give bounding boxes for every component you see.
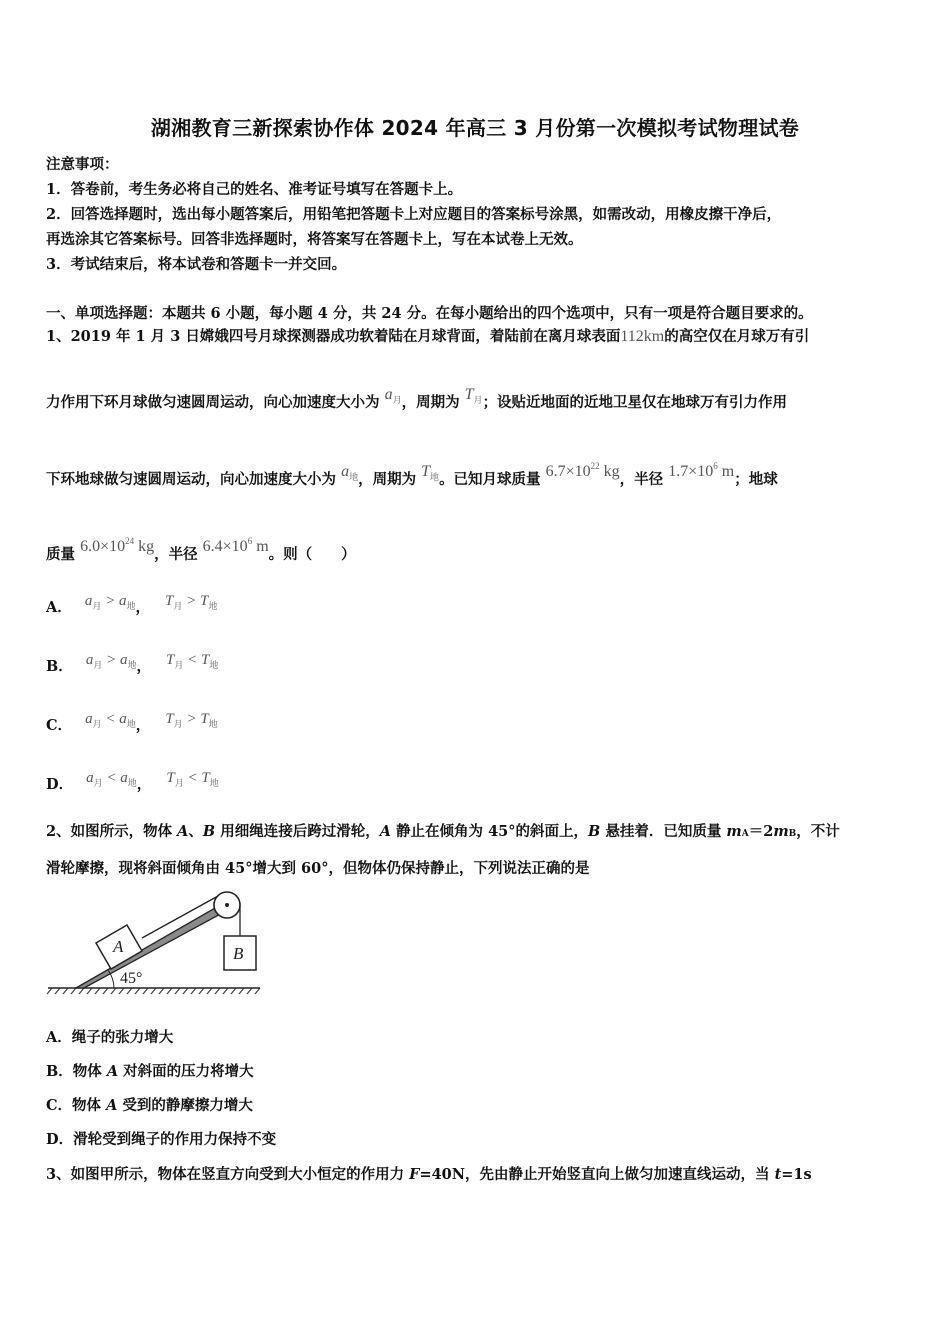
symbol-T-earth	[421, 463, 439, 480]
q1-line-4	[46, 536, 356, 564]
notice-item-1: 1．答卷前，考生务必将自己的姓名、准考证号填写在答题卡上。	[46, 181, 463, 198]
sym-a: a	[119, 711, 127, 727]
exponent: 22	[590, 461, 600, 471]
q2-option-b[interactable]	[46, 1060, 254, 1081]
comma: ，	[136, 658, 151, 675]
symbol-a-earth	[341, 463, 358, 480]
block-a-label: A	[113, 937, 124, 956]
comma: ，	[136, 776, 152, 793]
q2-sub-B: B	[788, 829, 797, 839]
comma: ，	[135, 717, 151, 734]
sym-a: a	[85, 711, 93, 727]
sym-T: T	[201, 770, 210, 786]
q1-text: 。则（ ）	[268, 546, 356, 563]
option-expr	[86, 770, 137, 786]
q2-text: 静止在倾角为 45°的斜面上，	[391, 823, 589, 840]
sym-T: T	[200, 711, 209, 727]
q2-option-d[interactable]: D．滑轮受到绳子的作用力保持不变	[46, 1131, 277, 1148]
q2-line-1	[46, 820, 840, 841]
q2-var-B: B	[588, 823, 601, 840]
value: 6.0×10	[80, 538, 126, 555]
q1-altitude: 112km	[620, 328, 665, 345]
relation: >	[102, 652, 120, 668]
symbol-T-moon	[465, 386, 483, 403]
sub-moon: 月	[173, 719, 183, 729]
sub-earth: 地	[127, 660, 137, 670]
angle-label: 45°	[120, 970, 143, 987]
earth-radius	[203, 538, 269, 555]
q1-text: 力作用下环月球做匀速圆周运动，向心加速度大小为	[46, 394, 380, 411]
sub-moon: 月	[473, 395, 483, 405]
sub-moon: 月	[92, 601, 102, 611]
q1-text: ，半径	[154, 546, 198, 563]
sym-T: T	[201, 652, 210, 668]
q2-text: 对斜面的压力将增大	[118, 1063, 254, 1080]
sym-a: a	[119, 652, 128, 668]
q2-text: 受到的静摩擦力增大	[117, 1097, 253, 1114]
block-b-label: B	[233, 944, 244, 963]
q1-option-c[interactable]	[46, 711, 218, 735]
option-expr	[166, 652, 218, 668]
q2-text: ，不计	[796, 823, 840, 840]
option-expr	[165, 593, 217, 609]
q2-text: B．物体	[46, 1063, 107, 1080]
sub-earth: 地	[127, 778, 137, 788]
sub-moon: 月	[173, 601, 183, 611]
moon-mass	[546, 463, 620, 480]
sym-T: T	[166, 770, 175, 786]
q2-sub-A: A	[741, 829, 749, 839]
option-label: B．	[46, 658, 73, 675]
q3-text: =1s	[781, 1166, 812, 1183]
sub-earth: 地	[209, 660, 219, 670]
q2-var-A: A	[177, 823, 189, 840]
sub-earth: 地	[349, 472, 359, 482]
unit: m	[717, 463, 735, 480]
option-expr	[86, 652, 137, 668]
option-expr	[166, 770, 218, 786]
q1-text: ；地球	[734, 471, 778, 488]
q1-text: ；设贴近地面的近地卫星仅在地球万有引力作用	[482, 394, 788, 411]
sym-T: T	[165, 711, 174, 727]
sub-earth: 地	[208, 719, 218, 729]
sub-moon: 月	[174, 660, 184, 670]
unit: kg	[134, 538, 155, 555]
sym-T: T	[200, 593, 209, 609]
q1-text: 。已知月球质量	[439, 471, 541, 488]
q2-text: ＝2	[748, 823, 774, 840]
q2-var-A: A	[379, 823, 391, 840]
q1-line-3	[46, 461, 778, 489]
sub-moon: 月	[92, 719, 102, 729]
q1-text: 的高空仅在月球万有引	[664, 328, 810, 345]
q3-text: 3、如图甲所示，物体在竖直方向受到大小恒定的作用力	[46, 1166, 410, 1183]
relation: >	[182, 593, 201, 609]
sym-T: T	[166, 652, 175, 668]
sym-a: a	[85, 652, 94, 668]
q1-text: ，周期为	[401, 394, 460, 411]
q1-line-1	[46, 325, 809, 346]
q1-option-b[interactable]	[46, 652, 218, 676]
relation: <	[183, 652, 202, 668]
notice-item-2b: 再选涂其它答案标号。回答非选择题时，将答案写在答题卡上，写在本试卷上无效。	[46, 231, 583, 248]
sym-T: T	[165, 593, 174, 609]
q2-var-A: A	[106, 1063, 119, 1080]
relation: >	[101, 593, 119, 609]
q1-text: 1、2019 年 1 月 3 日嫦娥四号月球探测器成功软着陆在月球背面，着陆前在离月球表面	[46, 328, 621, 345]
q3-text: =40N，先由静止开始竖直向上做匀加速直线运动，当	[419, 1166, 775, 1183]
q2-text: 悬挂着．已知质量	[600, 823, 727, 840]
q3-line-1	[46, 1163, 812, 1184]
exponent: 6	[713, 461, 718, 471]
q2-text: 、	[188, 823, 203, 840]
sub-earth: 地	[209, 778, 219, 788]
q1-option-a[interactable]	[46, 593, 217, 617]
sub-moon: 月	[392, 395, 402, 405]
q2-var-B: B	[202, 823, 216, 840]
sym-a: a	[384, 386, 393, 403]
sub-earth: 地	[126, 719, 136, 729]
q1-text: 质量	[46, 546, 75, 563]
q1-option-d[interactable]	[46, 770, 219, 794]
relation: <	[102, 770, 121, 786]
q2-mass-A: m	[726, 823, 742, 840]
sub-moon: 月	[93, 660, 103, 670]
option-expr	[85, 711, 136, 727]
value: 6.7×10	[545, 463, 591, 480]
q2-mass-B: m	[773, 823, 789, 840]
notice-item-3: 3．考试结束后，将本试卷和答题卡一并交回。	[46, 256, 347, 273]
symbol-a-moon	[385, 386, 402, 403]
option-expr	[165, 711, 217, 727]
q2-text: 2、如图所示，物体	[46, 823, 178, 840]
comma: ，	[135, 599, 150, 616]
ground-hatching	[47, 988, 260, 994]
notice-heading: 注意事项：	[46, 156, 119, 173]
q3-var-F: F	[409, 1166, 420, 1183]
q2-option-c[interactable]	[46, 1094, 253, 1115]
q1-text: ，半径	[619, 471, 664, 488]
option-expr	[85, 593, 136, 609]
value: 1.7×10	[668, 463, 714, 480]
sym-a: a	[341, 463, 350, 480]
sub-earth: 地	[126, 601, 136, 611]
q2-var-A: A	[106, 1097, 118, 1114]
value: 6.4×10	[202, 538, 248, 555]
q2-option-a[interactable]: A．绳子的张力增大	[46, 1029, 174, 1046]
exponent: 6	[247, 536, 253, 546]
q1-text: ，周期为	[358, 471, 417, 488]
section-heading: 一、单项选择题：本题共 6 小题，每小题 4 分，共 24 分。在每小题给出的四个选项中，只有一项是符合题目要求的。	[46, 305, 813, 322]
sym-a: a	[120, 770, 128, 786]
sym-T: T	[421, 463, 431, 480]
relation: <	[101, 711, 120, 727]
sym-a: a	[84, 593, 93, 609]
q1-text: 下环地球做匀速圆周运动，向心加速度大小为	[46, 471, 336, 488]
q2-text: 用细绳连接后跨过滑轮，	[215, 823, 380, 840]
sub-moon: 月	[174, 778, 184, 788]
option-label: A．	[46, 599, 72, 616]
q3-var-t: t	[774, 1166, 782, 1183]
sym-a: a	[118, 593, 127, 609]
moon-radius	[668, 463, 734, 480]
relation: <	[183, 770, 202, 786]
sub-earth: 地	[430, 472, 440, 482]
option-label: D．	[46, 776, 74, 793]
sub-earth: 地	[208, 601, 218, 611]
q2-line-2: 滑轮摩擦，现将斜面倾角由 45°增大到 60°，但物体仍保持静止，下列说法正确的是	[46, 860, 590, 877]
pulley-axle	[225, 903, 229, 907]
page-title: 湖湘教育三新探索协作体 2024 年高三 3 月份第一次模拟考试物理试卷	[150, 116, 800, 140]
sym-a: a	[86, 770, 94, 786]
sub-moon: 月	[93, 778, 103, 788]
sym-T: T	[464, 386, 474, 403]
unit: m	[252, 538, 269, 555]
exponent: 24	[125, 536, 135, 546]
unit: kg	[599, 463, 620, 480]
incline-pulley-figure	[46, 888, 266, 998]
q2-text: C．物体	[46, 1097, 107, 1114]
relation: >	[182, 711, 201, 727]
earth-mass	[80, 538, 154, 555]
notice-item-2a: 2．回答选择题时，选出每小题答案后，用铅笔把答题卡上对应题目的答案标号涂黑，如需改动，用橡皮擦干净后，	[46, 206, 782, 223]
q1-line-2	[46, 386, 787, 412]
option-label: C．	[46, 717, 73, 734]
